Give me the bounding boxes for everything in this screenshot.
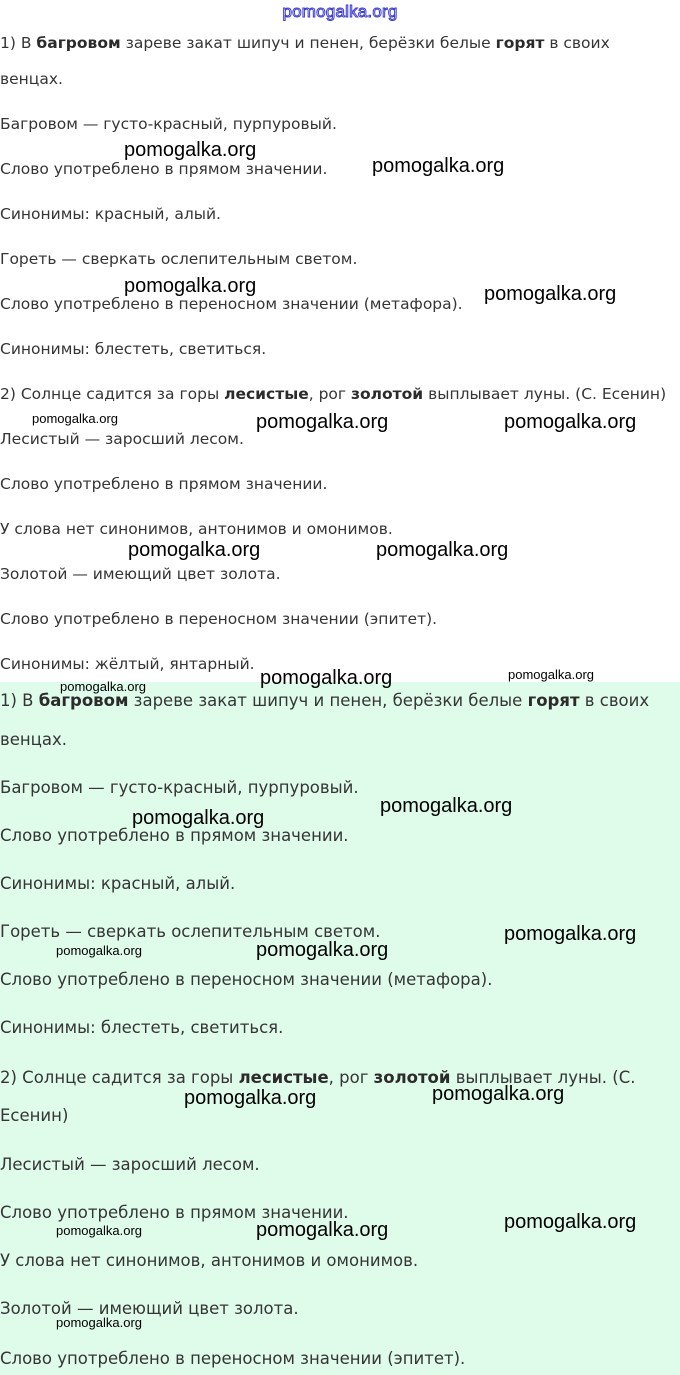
usage-line: Слово употреблено в прямом значении. [0,160,328,178]
text-run: , рог [328,1068,374,1087]
bold-word: багровом [36,34,121,52]
watermark: pomogalka.org [432,1083,565,1105]
question-1-continuation: венцах. [0,70,63,88]
text-run: выплывает луны. (С. Есенин) [423,385,667,403]
text-run: в своих [544,34,610,52]
watermark: pomogalka.org [504,923,637,945]
synonyms-line: Синонимы: жёлтый, янтарный. [0,655,255,673]
watermark: pomogalka.org [256,939,389,961]
watermark: pomogalka.org [380,795,513,817]
question-2-line [0,385,666,403]
text-run: 2) Солнце садится за горы [0,1068,239,1087]
text-run: зареве закат шипуч и пенен, берёзки белые [120,34,496,52]
definition-line: Лесистый — заросший лесом. [0,1155,260,1174]
synonyms-line: Синонимы: блестеть, светиться. [0,340,267,358]
definition-line: Золотой — имеющий цвет золота. [0,1299,299,1318]
watermark: pomogalka.org [504,411,637,433]
watermark: pomogalka.org [376,539,509,561]
text-run: 2) Солнце садится за горы [0,385,225,403]
definition-line: Золотой — имеющий цвет золота. [0,565,281,583]
watermark: pomogalka.org [124,139,257,161]
watermark: pomogalka.org [60,679,146,694]
definition-line: Гореть — сверкать ослепительным светом. [0,922,381,941]
note-line: У слова нет синонимов, антонимов и омонимов. [0,520,393,538]
watermark: pomogalka.org [56,1315,142,1330]
text-run: 1) В [0,691,39,710]
synonyms-line: Синонимы: блестеть, светиться. [0,1018,284,1037]
definition-line: Багровом — густо-красный, пурпуровый. [0,115,337,133]
watermark: pomogalka.org [32,411,118,426]
bold-word: багровом [38,691,129,710]
watermark: pomogalka.org [504,1211,637,1233]
usage-line: Слово употреблено в переносном значении (метафора). [0,295,463,313]
watermark: pomogalka.org [128,539,261,561]
usage-line: Слово употреблено в переносном значении (эпитет). [0,610,438,628]
definition-line: Лесистый — заросший лесом. [0,430,244,448]
watermark: pomogalka.org [132,807,265,829]
bold-word: горят [527,691,580,710]
question-1-line [0,34,610,52]
synonyms-line: Синонимы: красный, алый. [0,874,236,893]
usage-line: Слово употреблено в прямом значении. [0,475,328,493]
definition-line: Багровом — густо-красный, пурпуровый. [0,778,359,797]
usage-line: Слово употреблено в прямом значении. [0,1203,349,1222]
question-2-continuation: Есенин) [0,1106,69,1125]
watermark: pomogalka.org [256,1219,389,1241]
text-run: , рог [308,385,351,403]
usage-line: Слово употреблено в переносном значении (метафора). [0,970,493,989]
bold-word: горят [495,34,545,52]
synonyms-line: Синонимы: красный, алый. [0,205,221,223]
header-watermark[interactable]: pomogalka.org [282,2,398,21]
watermark: pomogalka.org [508,667,594,682]
watermark: pomogalka.org [372,155,505,177]
usage-line: Слово употреблено в прямом значении. [0,826,349,845]
bold-word: лесистые [224,385,309,403]
usage-line: Слово употреблено в переносном значении (эпитет). [0,1349,466,1368]
text-run: 1) В [0,34,37,52]
watermark: pomogalka.org [256,411,389,433]
bold-word: золотой [350,385,424,403]
watermark: pomogalka.org [184,1087,317,1109]
text-run: в своих [579,691,650,710]
question-1-continuation: венцах. [0,730,68,749]
note-line: У слова нет синонимов, антонимов и омонимов. [0,1251,419,1270]
bold-word: лесистые [238,1068,329,1087]
watermark: pomogalka.org [260,667,393,689]
watermark: pomogalka.org [124,275,257,297]
bold-word: золотой [373,1068,451,1087]
watermark: pomogalka.org [56,943,142,958]
text-run: выплывает луны. (С. [450,1068,636,1087]
watermark: pomogalka.org [484,283,617,305]
text-run: зареве закат шипуч и пенен, берёзки белые [128,691,528,710]
watermark: pomogalka.org [56,1223,142,1238]
definition-line: Гореть — сверкать ослепительным светом. [0,250,358,268]
